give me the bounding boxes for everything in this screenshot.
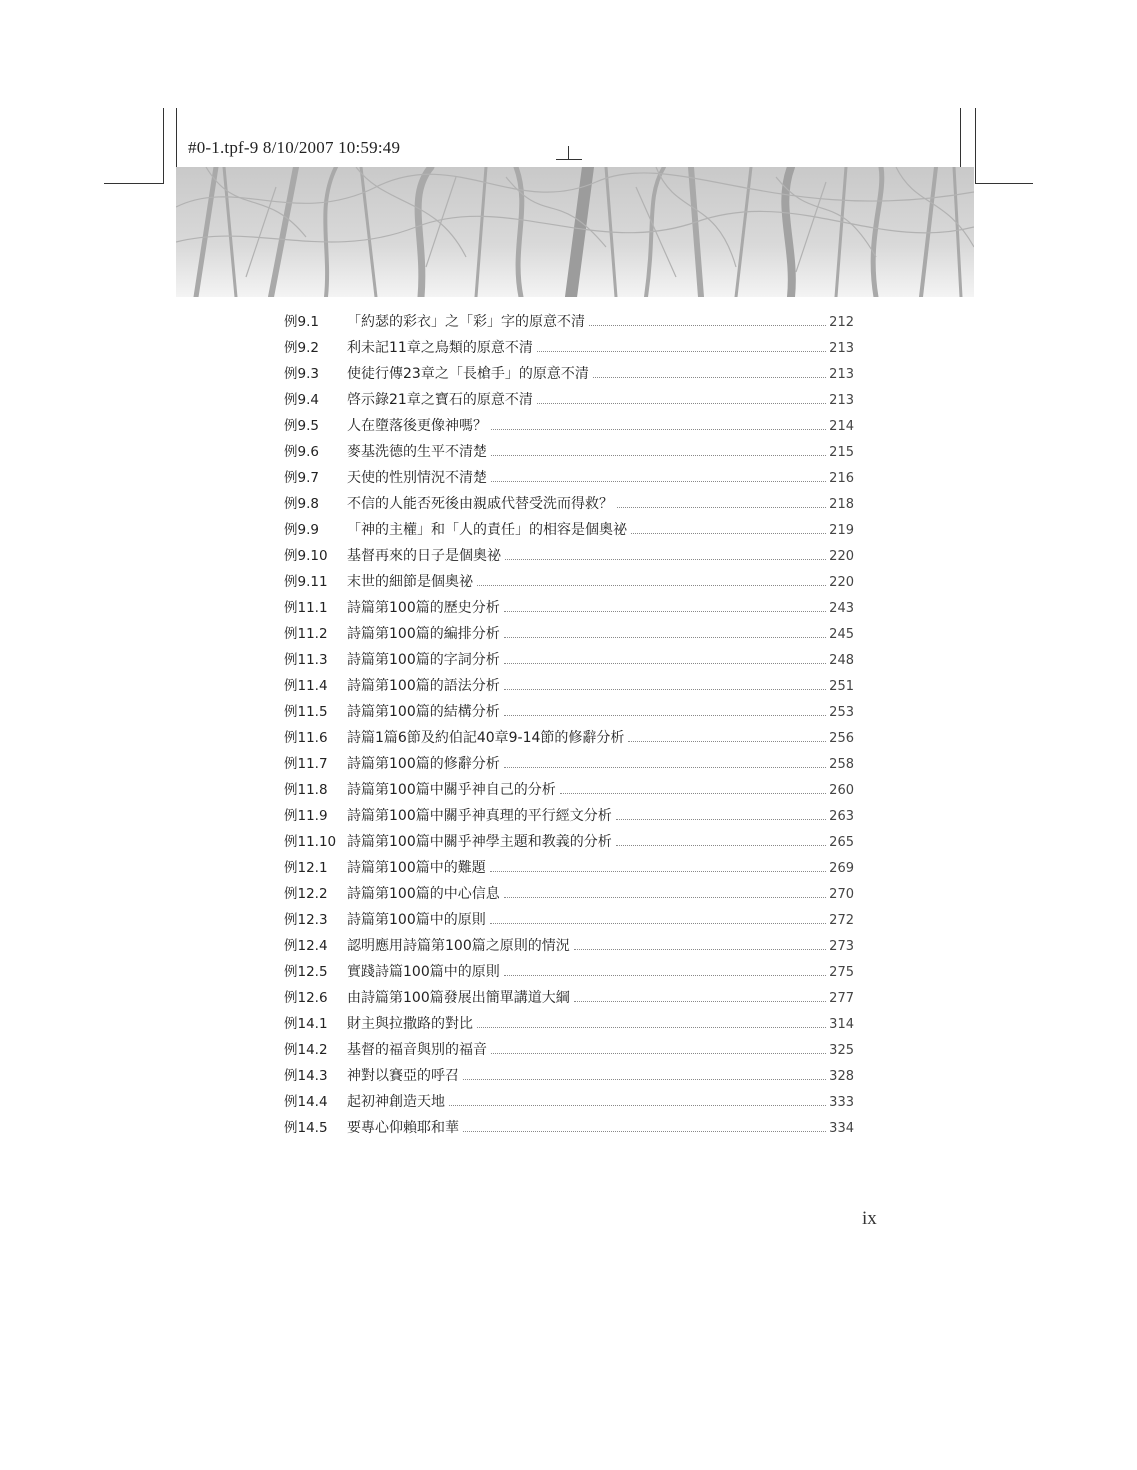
dot-leader — [463, 1131, 826, 1132]
toc-entry-number: 例12.1 — [284, 860, 328, 876]
toc-entry — [284, 1118, 854, 1144]
toc-entry — [284, 598, 854, 624]
toc-entry — [284, 832, 854, 858]
dot-leader — [490, 871, 826, 872]
dot-leader — [616, 845, 826, 846]
dot-leader — [491, 481, 826, 482]
toc-entry-number: 例12.5 — [284, 964, 328, 980]
toc-entry — [284, 572, 854, 598]
page-number: ix — [862, 1208, 877, 1229]
toc-entry-page: 273 — [829, 939, 854, 954]
banner-image — [176, 167, 974, 297]
toc-entry — [284, 364, 854, 390]
toc-entry-page: 248 — [829, 653, 854, 668]
toc-entry-title: 詩篇第100篇的中心信息 — [347, 886, 500, 902]
toc-entry-title: 人在墮落後更像神嗎？ — [347, 418, 487, 434]
toc-entry-number: 例9.7 — [284, 470, 319, 486]
toc-entry-number: 例12.3 — [284, 912, 328, 928]
figure-list — [284, 312, 854, 1144]
toc-entry-page: 220 — [829, 575, 854, 590]
toc-entry-number: 例11.6 — [284, 730, 328, 746]
dot-leader — [616, 819, 826, 820]
toc-entry — [284, 624, 854, 650]
toc-entry-title: 詩篇第100篇中關乎神學主題和教義的分析 — [347, 834, 612, 850]
toc-entry-page: 215 — [829, 445, 854, 460]
toc-entry-page: 314 — [829, 1017, 854, 1032]
toc-entry-page: 328 — [829, 1069, 854, 1084]
toc-entry-title: 神對以賽亞的呼召 — [347, 1068, 459, 1084]
toc-entry-title: 啓示錄21章之寶石的原意不清 — [347, 392, 533, 408]
toc-entry — [284, 884, 854, 910]
toc-entry-number: 例12.4 — [284, 938, 328, 954]
toc-entry-page: 325 — [829, 1043, 854, 1058]
dot-leader — [537, 351, 826, 352]
dot-leader — [617, 507, 826, 508]
winter-tree-banner — [176, 167, 974, 297]
toc-entry-number: 例14.2 — [284, 1042, 328, 1058]
toc-entry-number: 例9.9 — [284, 522, 319, 538]
toc-entry-page: 213 — [829, 393, 854, 408]
crop-mark-left-inner — [176, 108, 177, 168]
toc-entry-page: 260 — [829, 783, 854, 798]
dot-leader — [505, 559, 826, 560]
toc-entry-title: 起初神創造天地 — [347, 1094, 445, 1110]
toc-entry-title: 詩篇第100篇中關乎神自己的分析 — [347, 782, 556, 798]
toc-entry — [284, 1092, 854, 1118]
toc-entry-number: 例12.6 — [284, 990, 328, 1006]
toc-entry — [284, 676, 854, 702]
toc-entry — [284, 650, 854, 676]
toc-entry-number: 例11.1 — [284, 600, 328, 616]
dot-leader — [504, 715, 826, 716]
dot-leader — [477, 1027, 826, 1028]
dot-leader — [477, 585, 826, 586]
toc-entry — [284, 754, 854, 780]
toc-entry-title: 基督再來的日子是個奧祕 — [347, 548, 501, 564]
toc-entry-number: 例11.3 — [284, 652, 328, 668]
toc-entry — [284, 1040, 854, 1066]
crop-mark-center-horizontal — [556, 159, 582, 160]
toc-entry-page: 258 — [829, 757, 854, 772]
toc-entry-page: 213 — [829, 341, 854, 356]
toc-entry-page: 220 — [829, 549, 854, 564]
toc-entry-number: 例14.4 — [284, 1094, 328, 1110]
toc-entry-title: 詩篇第100篇的歷史分析 — [347, 600, 500, 616]
toc-entry — [284, 858, 854, 884]
dot-leader — [504, 611, 826, 612]
crop-mark-right-horizontal — [975, 183, 1033, 184]
toc-entry — [284, 416, 854, 442]
toc-entry — [284, 1014, 854, 1040]
toc-entry-page: 272 — [829, 913, 854, 928]
print-stamp: #0-1.tpf-9 8/10/2007 10:59:49 — [188, 138, 401, 157]
toc-entry — [284, 494, 854, 520]
toc-entry-title: 基督的福音與別的福音 — [347, 1042, 487, 1058]
toc-entry — [284, 312, 854, 338]
toc-entry-number: 例9.2 — [284, 340, 319, 356]
dot-leader — [574, 1001, 826, 1002]
toc-entry-number: 例9.6 — [284, 444, 319, 460]
toc-entry-page: 270 — [829, 887, 854, 902]
toc-entry-number: 例9.3 — [284, 366, 319, 382]
dot-leader — [593, 377, 826, 378]
dot-leader — [631, 533, 826, 534]
dot-leader — [504, 975, 826, 976]
toc-entry-title: 利未記11章之鳥類的原意不清 — [347, 340, 533, 356]
dot-leader — [449, 1105, 826, 1106]
toc-entry — [284, 390, 854, 416]
toc-entry-title: 由詩篇第100篇發展出簡單講道大綱 — [347, 990, 570, 1006]
toc-entry-page: 243 — [829, 601, 854, 616]
dot-leader — [490, 923, 826, 924]
toc-entry-number: 例11.4 — [284, 678, 328, 694]
dot-leader — [537, 403, 826, 404]
dot-leader — [560, 793, 826, 794]
dot-leader — [628, 741, 826, 742]
crop-mark-right-inner — [960, 108, 961, 168]
crop-mark-right-vertical — [975, 108, 976, 184]
toc-entry-title: 詩篇第100篇的字詞分析 — [347, 652, 500, 668]
toc-entry-page: 245 — [829, 627, 854, 642]
toc-entry — [284, 520, 854, 546]
toc-entry-title: 要專心仰賴耶和華 — [347, 1120, 459, 1136]
toc-entry-page: 265 — [829, 835, 854, 850]
toc-entry-page: 251 — [829, 679, 854, 694]
toc-entry-number: 例11.8 — [284, 782, 328, 798]
toc-entry-number: 例11.5 — [284, 704, 328, 720]
toc-entry-number: 例11.9 — [284, 808, 328, 824]
toc-entry-page: 214 — [829, 419, 854, 434]
toc-entry-number: 例11.10 — [284, 834, 337, 850]
toc-entry-title: 不信的人能否死後由親戚代替受洗而得救？ — [347, 496, 613, 512]
toc-entry-page: 219 — [829, 523, 854, 538]
toc-entry — [284, 936, 854, 962]
toc-entry — [284, 728, 854, 754]
toc-entry-page: 263 — [829, 809, 854, 824]
crop-mark-left-horizontal — [104, 183, 164, 184]
toc-entry-title: 天使的性別情況不清楚 — [347, 470, 487, 486]
dot-leader — [504, 663, 826, 664]
toc-entry-number: 例9.1 — [284, 314, 319, 330]
toc-entry — [284, 546, 854, 572]
toc-entry — [284, 988, 854, 1014]
dot-leader — [504, 897, 826, 898]
toc-entry-page: 256 — [829, 731, 854, 746]
toc-entry-number: 例9.4 — [284, 392, 319, 408]
toc-entry-page: 216 — [829, 471, 854, 486]
dot-leader — [504, 689, 826, 690]
toc-entry-number: 例9.11 — [284, 574, 328, 590]
toc-entry-number: 例9.8 — [284, 496, 319, 512]
crop-mark-center-vertical — [568, 146, 569, 160]
toc-entry-number: 例9.5 — [284, 418, 319, 434]
dot-leader — [491, 429, 826, 430]
toc-entry-page: 275 — [829, 965, 854, 980]
toc-entry-title: 麥基洗德的生平不清楚 — [347, 444, 487, 460]
toc-entry — [284, 806, 854, 832]
toc-entry — [284, 702, 854, 728]
toc-entry-title: 詩篇第100篇中關乎神真理的平行經文分析 — [347, 808, 612, 824]
dot-leader — [574, 949, 826, 950]
toc-entry-title: 詩篇第100篇中的原則 — [347, 912, 486, 928]
toc-entry — [284, 1066, 854, 1092]
toc-entry-number: 例14.1 — [284, 1016, 328, 1032]
toc-entry — [284, 468, 854, 494]
toc-entry-title: 實踐詩篇100篇中的原則 — [347, 964, 500, 980]
dot-leader — [504, 637, 826, 638]
toc-entry — [284, 338, 854, 364]
toc-entry-number: 例11.2 — [284, 626, 328, 642]
dot-leader — [589, 325, 826, 326]
toc-entry-page: 334 — [829, 1121, 854, 1136]
toc-entry-title: 詩篇第100篇的修辭分析 — [347, 756, 500, 772]
toc-entry — [284, 442, 854, 468]
toc-entry-number: 例11.7 — [284, 756, 328, 772]
toc-entry-page: 213 — [829, 367, 854, 382]
dot-leader — [491, 455, 826, 456]
toc-entry — [284, 910, 854, 936]
toc-entry-title: 詩篇第100篇中的難題 — [347, 860, 486, 876]
toc-entry-title: 「神的主權」和「人的責任」的相容是個奧祕 — [347, 522, 627, 538]
toc-entry-title: 詩篇第100篇的編排分析 — [347, 626, 500, 642]
crop-mark-left-vertical — [163, 108, 164, 184]
toc-entry-number: 例12.2 — [284, 886, 328, 902]
dot-leader — [463, 1079, 826, 1080]
toc-entry-page: 218 — [829, 497, 854, 512]
toc-entry — [284, 780, 854, 806]
toc-entry-title: 「約瑟的彩衣」之「彩」字的原意不清 — [347, 314, 585, 330]
toc-entry-number: 例14.3 — [284, 1068, 328, 1084]
toc-entry-title: 使徒行傳23章之「長槍手」的原意不清 — [347, 366, 589, 382]
dot-leader — [491, 1053, 826, 1054]
toc-entry-title: 詩篇第100篇的結構分析 — [347, 704, 500, 720]
toc-entry-number: 例9.10 — [284, 548, 328, 564]
toc-entry-title: 末世的細節是個奧祕 — [347, 574, 473, 590]
toc-entry-title: 詩篇1篇6節及約伯記40章9-14節的修辭分析 — [347, 730, 625, 746]
toc-entry-page: 333 — [829, 1095, 854, 1110]
toc-entry — [284, 962, 854, 988]
toc-entry-number: 例14.5 — [284, 1120, 328, 1136]
toc-entry-title: 詩篇第100篇的語法分析 — [347, 678, 500, 694]
toc-entry-page: 253 — [829, 705, 854, 720]
toc-entry-title: 認明應用詩篇第100篇之原則的情況 — [347, 938, 570, 954]
toc-entry-page: 212 — [829, 315, 854, 330]
toc-entry-page: 269 — [829, 861, 854, 876]
dot-leader — [504, 767, 826, 768]
toc-entry-title: 財主與拉撒路的對比 — [347, 1016, 473, 1032]
toc-entry-page: 277 — [829, 991, 854, 1006]
